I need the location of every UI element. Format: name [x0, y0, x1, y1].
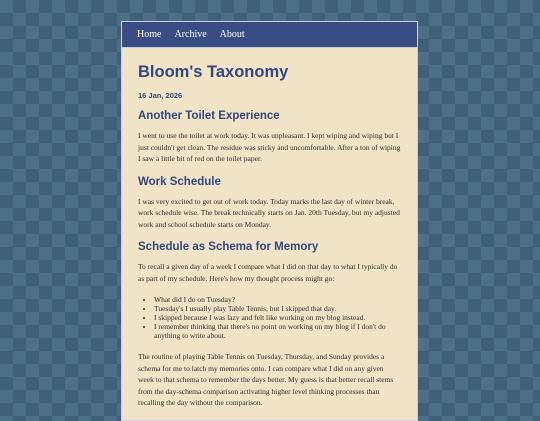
- top-nav: [122, 22, 417, 48]
- section-paragraph: To recall a given day of a week I compare what I did on that day to what I typically do as part of my schedule. Here's how my thought process might go:: [138, 262, 398, 283]
- section-heading: Work Schedule: [138, 175, 221, 188]
- list-item: • What did I do on Tuesday?: [154, 295, 401, 304]
- section-paragraph: I was very excited to get out of work today. Today marks the last day of winter break, work schedule wise. The break technically starts on Jan. 20th Tuesday, but my adjusted work and school schedule starts on Monday.: [138, 196, 400, 229]
- nav-about-link[interactable]: About: [219, 29, 245, 40]
- list-item: • Tuesday's I usually play Table Tennis, but I skipped that day.: [154, 304, 401, 313]
- post-content: [122, 48, 417, 409]
- page-container: [121, 21, 418, 421]
- post-date: 16 Jan, 2026: [138, 91, 183, 100]
- thought-process-list: [138, 295, 401, 340]
- nav-home-link[interactable]: Home: [137, 29, 162, 40]
- section-heading: Another Toilet Experience: [138, 110, 280, 122]
- list-item: • I skipped because I was lazy and felt like working on my blog instead.: [154, 313, 401, 322]
- section-heading: Schedule as Schema for Memory: [138, 241, 319, 253]
- nav-archive-link[interactable]: Archive: [174, 29, 207, 40]
- section-paragraph: The routine of playing Table Tennis on Tuesday, Thursday, and Sunday provides a schema for me to latch my memories onto. I can compare what I did on any given week to that schema to remember the days better. My guess is that better recall stems from the day-schema comparison activating higher level thinking processes than recalling the day without the comparison.: [138, 352, 394, 407]
- section-paragraph: I went to use the toilet at work today. It was unpleasant. I kept wiping and wiping but I just couldn't get clean. The residue was sticky and uncomfortable. After a ton of wiping I saw a little bit of red on the toilet paper.: [138, 131, 401, 163]
- list-item: • I remember thinking that there's no point on working on my blog if I don't do anything to write about.: [154, 322, 401, 340]
- page-title: Bloom's Taxonomy: [138, 63, 289, 81]
